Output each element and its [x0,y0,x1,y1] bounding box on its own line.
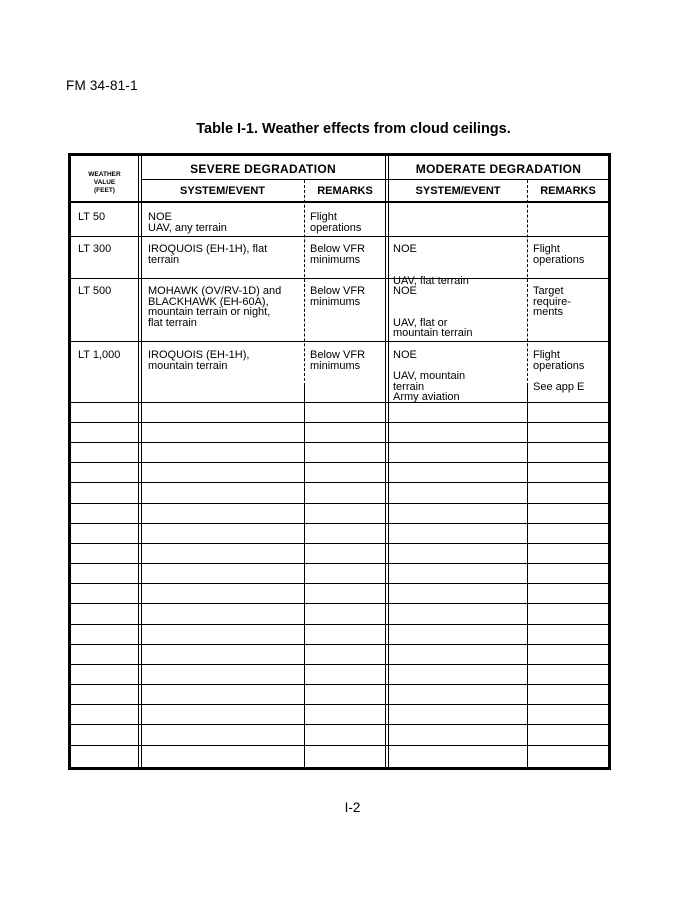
row-separator [71,278,608,279]
row-moderate-remarks: Flight operations [533,243,585,266]
empty-row-line [71,503,608,504]
document-header-id: FM 34-81-1 [66,78,138,93]
row-severe-system-event: IROQUOIS (EH-1H), flat terrain [148,243,268,266]
column-divider-moderate-remarks [527,180,528,386]
row-weather-value: LT 500 [78,285,112,297]
empty-row-line [71,724,608,725]
header-weather-value-line1: WEATHER [88,171,121,178]
column-divider-moderate-remarks-empty [527,386,528,767]
empty-row-line [71,523,608,524]
empty-row-line [71,583,608,584]
empty-row-line [71,644,608,645]
row-severe-system-event: IROQUOIS (EH-1H), mountain terrain [148,349,250,372]
header-moderate-degradation: MODERATE DEGRADATION [415,162,582,176]
empty-row-line [71,422,608,423]
row-weather-value: LT 50 [78,211,106,223]
row-severe-system-event: NOE UAV, any terrain [148,211,227,234]
page-number: I-2 [344,800,361,815]
column-divider-severe-remarks-empty [304,386,305,767]
row-moderate-system-event: NOE UAV, flat or mountain terrain [393,285,473,339]
header-weather-value-line2: VALUE [93,179,116,186]
empty-row-line [71,704,608,705]
empty-row-line [71,624,608,625]
empty-row-line [71,482,608,483]
empty-row-line [71,462,608,463]
row-weather-value: LT 1,000 [78,349,121,361]
header-weather-value-line3: (FEET) [94,187,115,194]
empty-row-line [71,603,608,604]
empty-row-line [71,442,608,443]
header-bottom-rule [71,201,608,203]
empty-row-line [71,745,608,746]
row-moderate-remarks: Target require- ments [533,285,571,318]
header-severe-degradation: SEVERE DEGRADATION [190,162,336,176]
row-severe-remarks: Below VFR minimums [310,285,366,308]
row-severe-remarks: Below VFR minimums [310,349,366,372]
row-separator [71,402,608,403]
header-severe-system-event: SYSTEM/EVENT [180,185,265,197]
header-moderate-system-event: SYSTEM/EVENT [415,185,501,197]
row-severe-system-event: MOHAWK (OV/RV-1D) and BLACKHAWK (EH-60A), mountain terrain or night, flat terrain [148,285,282,329]
empty-row-line [71,563,608,564]
row-separator [71,341,608,342]
row-separator [71,236,608,237]
header-group-separator [141,179,611,180]
empty-row-line [71,543,608,544]
row-severe-remarks: Flight operations [310,211,362,234]
column-divider-severe-remarks [304,180,305,386]
header-moderate-remarks: REMARKS [540,185,596,197]
row-severe-remarks: Below VFR minimums [310,243,366,266]
empty-row-line [71,664,608,665]
row-moderate-system-event: NOE UAV, mountain terrain Army aviation [393,349,466,403]
empty-row-line [71,684,608,685]
weather-effects-table [68,153,611,770]
row-moderate-system-event: NOE UAV, flat terrain [393,243,469,287]
header-severe-remarks: REMARKS [317,185,373,197]
row-moderate-remarks: Flight operations See app E [533,349,585,393]
row-weather-value: LT 300 [78,243,112,255]
header-weather-value [71,171,138,195]
table-caption: Table I-1. Weather effects from cloud ceilings. [196,121,511,137]
